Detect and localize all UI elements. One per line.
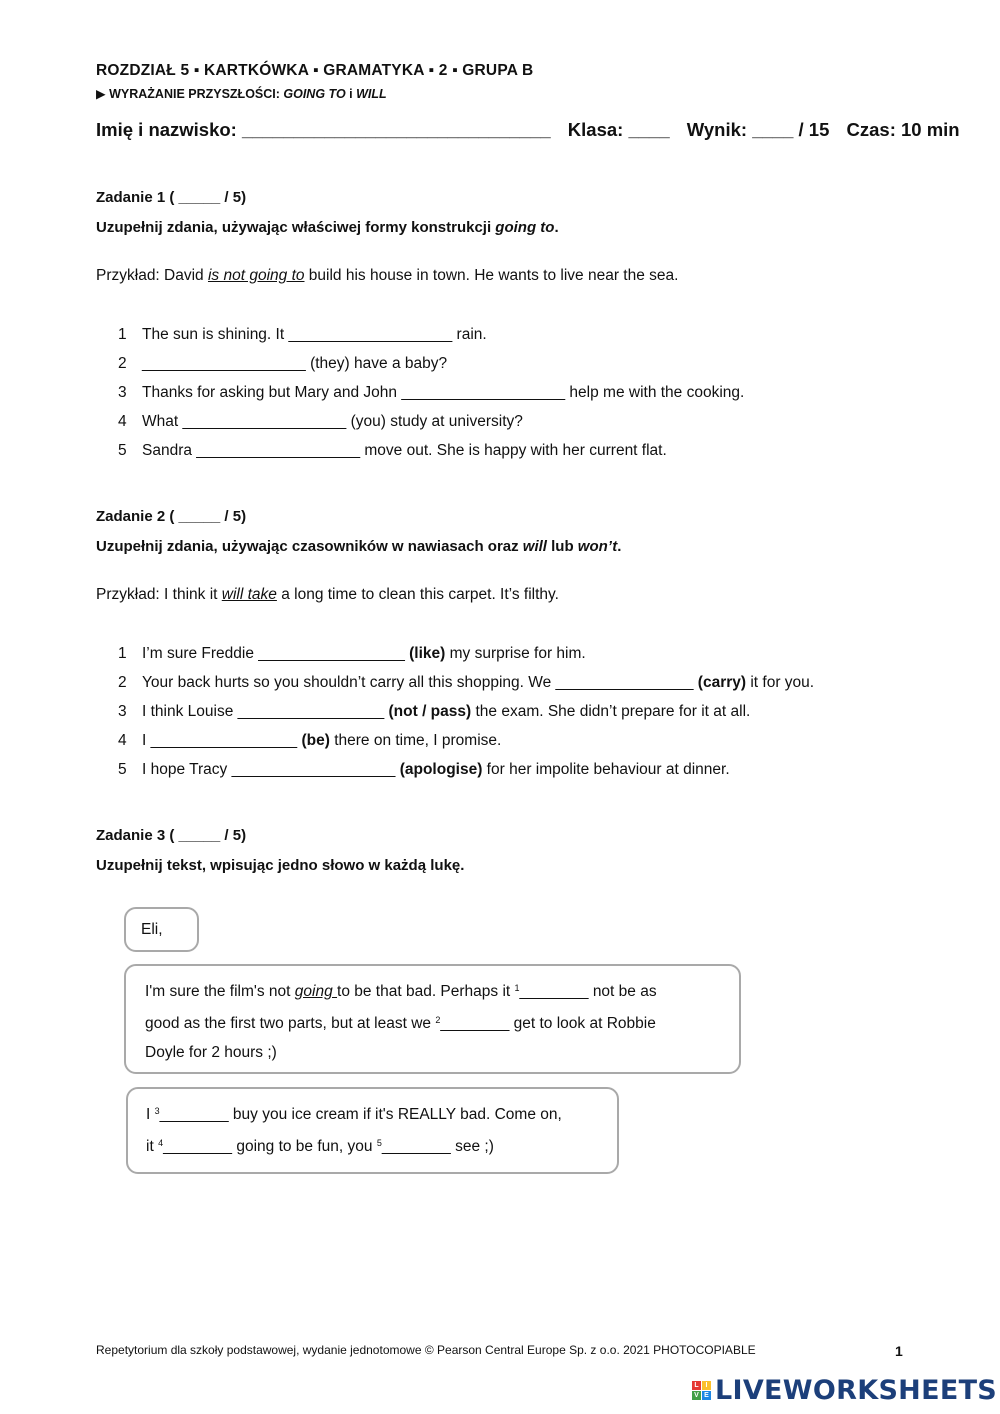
gap-1[interactable]: ________ not be as bbox=[519, 983, 657, 1000]
item-number: 5 bbox=[118, 761, 127, 778]
item-number: 2 bbox=[118, 674, 127, 691]
gap-3[interactable]: ________ buy you ice cream if it's REALLY bad. Come on, bbox=[159, 1106, 562, 1123]
list-item bbox=[118, 378, 744, 407]
item-number: 1 bbox=[118, 645, 127, 662]
task2-instr-mid: lub bbox=[546, 538, 578, 555]
list-item bbox=[118, 668, 814, 697]
task2-title: Zadanie 2 ( _____ / 5) bbox=[96, 508, 247, 525]
item-number: 4 bbox=[118, 732, 127, 749]
item-number: 3 bbox=[118, 703, 127, 720]
task2-instr-suffix: . bbox=[617, 538, 622, 555]
msg2-text: it bbox=[146, 1138, 159, 1155]
item-number: 2 bbox=[118, 355, 127, 372]
logo-tile: E bbox=[702, 1391, 711, 1400]
item-text[interactable]: Thanks for asking but Mary and John ___________________ help me with the cooking. bbox=[142, 384, 745, 401]
item-verb: (not / pass) bbox=[388, 703, 472, 720]
task1-list bbox=[118, 320, 744, 465]
task1-example-prefix: Przykład: David bbox=[96, 267, 208, 284]
msg1-text: to be that bad. Perhaps it bbox=[337, 983, 515, 1000]
subtitle-and: i bbox=[345, 87, 357, 101]
list-item bbox=[118, 639, 814, 668]
task1-instr-suffix: . bbox=[554, 219, 559, 236]
item-text-end: it for you. bbox=[746, 674, 815, 691]
item-number: 5 bbox=[118, 442, 127, 459]
liveworksheets-logo[interactable] bbox=[692, 1376, 997, 1404]
task2-example-prefix: Przykład: I think it bbox=[96, 586, 222, 603]
task2-instr-will: will bbox=[522, 538, 547, 555]
msg1-line3: Doyle for 2 hours ;) bbox=[145, 1044, 277, 1061]
list-item bbox=[118, 320, 744, 349]
message-bubble-1 bbox=[124, 964, 741, 1074]
task1-example-suffix: build his house in town. He wants to live near the sea. bbox=[304, 267, 679, 284]
item-text[interactable]: I think Louise _________________ bbox=[142, 703, 389, 720]
item-text[interactable]: The sun is shining. It ___________________ rain. bbox=[142, 326, 487, 343]
item-text[interactable]: I hope Tracy ___________________ bbox=[142, 761, 400, 778]
msg2-text: I bbox=[146, 1106, 155, 1123]
item-text-end: my surprise for him. bbox=[445, 645, 586, 662]
eli-label: Eli, bbox=[141, 921, 163, 938]
student-info-bar bbox=[96, 119, 960, 141]
logo-tiles-icon bbox=[692, 1381, 711, 1400]
list-item bbox=[118, 726, 814, 755]
task1-instr-prefix: Uzupełnij zdania, używając właściwej formy konstrukcji bbox=[96, 219, 496, 236]
message-bubble-2 bbox=[126, 1087, 619, 1174]
task2-instr-wont: won’t bbox=[577, 538, 618, 555]
gap-5[interactable]: ________ see ;) bbox=[381, 1138, 494, 1155]
task1-example-answer: is not going to bbox=[207, 267, 305, 284]
task1-example bbox=[96, 267, 678, 285]
task2-list bbox=[118, 639, 814, 784]
msg1-line1 bbox=[145, 974, 739, 1006]
task1-instruction bbox=[96, 219, 559, 236]
item-text[interactable]: What ___________________ (you) study at university? bbox=[142, 413, 523, 430]
item-verb: (apologise) bbox=[399, 761, 483, 778]
task2-instruction bbox=[96, 538, 621, 555]
gap-2[interactable]: ________ get to look at Robbie bbox=[440, 1015, 656, 1032]
list-item bbox=[118, 407, 744, 436]
subtitle-will: WILL bbox=[356, 87, 387, 101]
item-text[interactable]: ___________________ (they) have a baby? bbox=[142, 355, 448, 372]
logo-tile: I bbox=[702, 1381, 711, 1390]
item-text[interactable]: I _________________ bbox=[142, 732, 302, 749]
class-field[interactable]: Klasa: ____ bbox=[567, 119, 670, 140]
list-item bbox=[118, 436, 744, 465]
item-verb: (like) bbox=[409, 645, 446, 662]
msg1-line2 bbox=[145, 1006, 739, 1038]
gap-number-2: 2 bbox=[435, 1015, 441, 1025]
task1-instr-italic: going to bbox=[495, 219, 555, 236]
task2-example-answer: will take bbox=[221, 586, 277, 603]
name-field[interactable]: Imię i nazwisko: ______________________________ bbox=[96, 119, 551, 140]
item-text-end: there on time, I promise. bbox=[329, 732, 502, 749]
gap-number-3: 3 bbox=[154, 1106, 160, 1116]
task2-example bbox=[96, 586, 559, 604]
item-text-end: for her impolite behaviour at dinner. bbox=[482, 761, 730, 778]
gap-4[interactable]: ________ going to be fun, you bbox=[163, 1138, 377, 1155]
item-number: 3 bbox=[118, 384, 127, 401]
time-label: Czas: 10 min bbox=[846, 119, 960, 140]
logo-tile: V bbox=[692, 1391, 701, 1400]
task1-title: Zadanie 1 ( _____ / 5) bbox=[96, 189, 247, 206]
msg2-line1 bbox=[146, 1097, 617, 1129]
list-item bbox=[118, 697, 814, 726]
gap-number-5: 5 bbox=[376, 1138, 382, 1148]
list-item bbox=[118, 755, 814, 784]
item-verb: (carry) bbox=[697, 674, 747, 691]
task2-example-suffix: a long time to clean this carpet. It’s filthy. bbox=[276, 586, 559, 603]
score-field: Wynik: ____ / 15 bbox=[686, 119, 830, 140]
subtitle-going-to: GOING TO bbox=[283, 87, 346, 101]
page-subtitle bbox=[96, 86, 387, 101]
list-item bbox=[118, 349, 744, 378]
item-text[interactable]: Your back hurts so you shouldn’t carry all this shopping. We ________________ bbox=[142, 674, 698, 691]
task2-instr-prefix: Uzupełnij zdania, używając czasowników w nawiasach oraz bbox=[96, 538, 523, 555]
msg1-example-answer: going bbox=[294, 983, 338, 1000]
eli-bubble bbox=[124, 907, 199, 952]
item-number: 1 bbox=[118, 326, 127, 343]
item-number: 4 bbox=[118, 413, 127, 430]
page-number: 1 bbox=[895, 1343, 903, 1359]
task3-instruction: Uzupełnij tekst, wpisując jedno słowo w każdą lukę. bbox=[96, 857, 465, 874]
page-title: ROZDZIAŁ 5 ▪ KARTKÓWKA ▪ GRAMATYKA ▪ 2 ▪ GRUPA B bbox=[96, 62, 534, 79]
item-verb: (be) bbox=[301, 732, 330, 749]
item-text[interactable]: I’m sure Freddie _________________ bbox=[142, 645, 410, 662]
item-text-end: the exam. She didn’t prepare for it at all. bbox=[471, 703, 751, 720]
msg2-line2 bbox=[146, 1129, 617, 1161]
gap-number-1: 1 bbox=[514, 983, 520, 993]
logo-text: LIVEWORKSHEETS bbox=[715, 1374, 998, 1406]
task3-title: Zadanie 3 ( _____ / 5) bbox=[96, 827, 247, 844]
item-text[interactable]: Sandra ___________________ move out. She is happy with her current flat. bbox=[142, 442, 667, 459]
logo-tile: L bbox=[692, 1381, 701, 1390]
footer-text: Repetytorium dla szkoły podstawowej, wydanie jednotomowe © Pearson Central Europe Sp. z o.o. 2021 PHOTOCOPIABLE bbox=[96, 1343, 756, 1357]
subtitle-prefix: ▶ WYRAŻANIE PRZYSZŁOŚCI: bbox=[96, 87, 284, 101]
gap-number-4: 4 bbox=[158, 1138, 164, 1148]
msg1-text: good as the first two parts, but at least we bbox=[145, 1015, 436, 1032]
msg1-text: I'm sure the film's not bbox=[145, 983, 295, 1000]
